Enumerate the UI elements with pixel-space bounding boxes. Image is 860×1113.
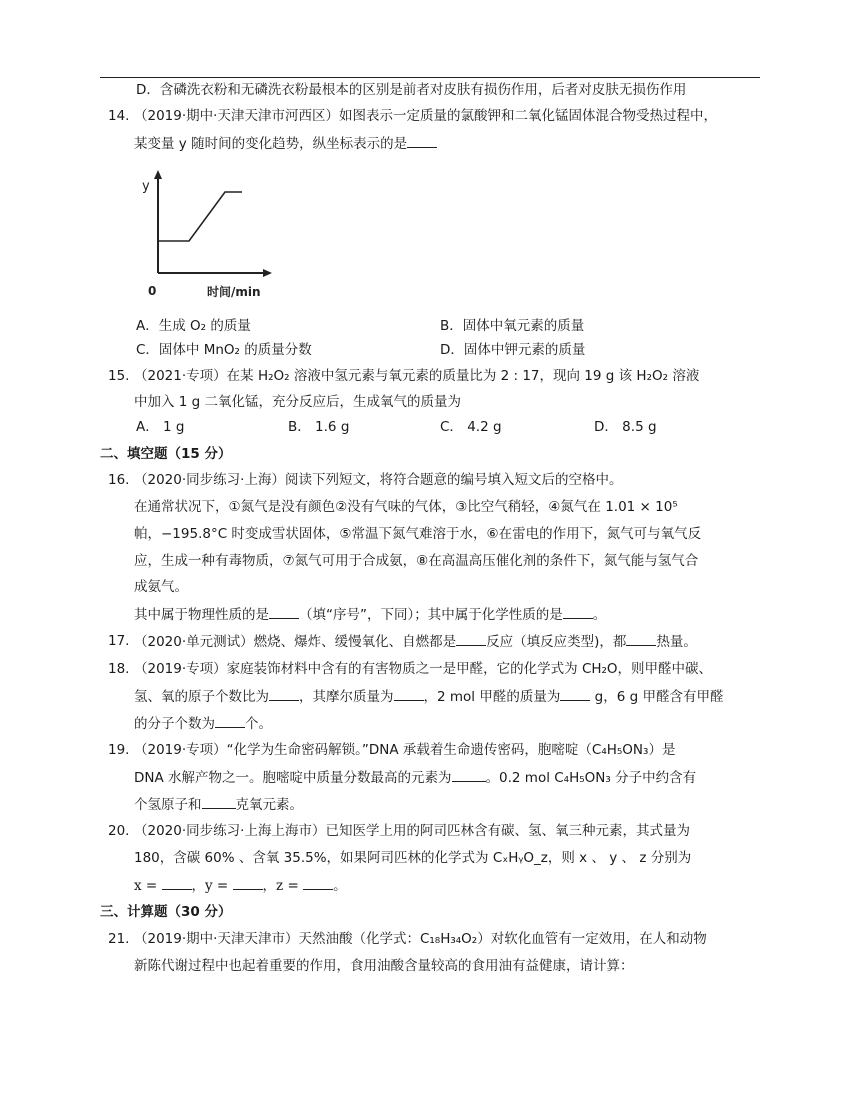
q14-answer-blank[interactable] xyxy=(407,133,437,148)
q18-l2-part4: g，6 g 甲醛含有甲醛 xyxy=(590,689,724,705)
q17-part1: （2020·单元测试）燃烧、爆炸、缓慢氧化、自燃都是 xyxy=(134,634,457,650)
q18-l2-part1: 氢、氧的原子个数比为 xyxy=(134,689,269,705)
q20-line3 xyxy=(134,875,347,896)
q14-graph xyxy=(140,168,280,303)
q14-graph-x-label: 时间/min xyxy=(207,285,261,299)
q16-line5: 成氨气。 xyxy=(134,579,188,595)
q14-line2-text: 某变量 y 随时间的变化趋势，纵坐标表示的是 xyxy=(134,136,408,152)
q16-line6 xyxy=(134,604,606,625)
q21-line1: （2019·期中·天津天津市）天然油酸（化学式：C₁₈H₃₄O₂）对软化血管有一定效用，在人和动物 xyxy=(134,931,707,947)
q19-l2-part2: 。0.2 mol C₄H₅ON₃ 分子中约含有 xyxy=(485,770,697,786)
q19-line2 xyxy=(134,767,696,788)
q16-line4: 应，生成一种有毒物质，⑦氮气可用于合成氨，⑧在高温高压催化剂的条件下，氮气能与氢气合 xyxy=(134,553,699,569)
q16-blank-physical[interactable] xyxy=(269,604,299,619)
q20-l3-y: ，y = xyxy=(191,878,233,894)
q21-line2: 新陈代谢过程中也起着重要的作用，食用油酸含量较高的食用油有益健康，请计算： xyxy=(134,958,634,974)
q14-number: 14. xyxy=(108,108,130,124)
q16-line6-part2: （填“序号”，下同）；其中属于化学性质的是 xyxy=(299,607,563,623)
q20-number: 20. xyxy=(108,823,130,839)
q21-number: 21. xyxy=(108,931,130,947)
q18-line1: （2019·专项）家庭装饰材料中含有的有害物质之一是甲醛，它的化学式为 CH₂O，则甲醛中碳、 xyxy=(134,661,713,677)
q15-option-d[interactable]: D． 8.5 g xyxy=(594,419,657,435)
q15-option-a[interactable]: A． 1 g xyxy=(136,419,185,435)
q18-blank-count[interactable] xyxy=(215,713,245,728)
q19-line1: （2019·专项）“化学为生命密码解锁。”DNA 承载着生命遗传密码，胞嘧啶（C₄H₅ON₃）是 xyxy=(134,742,676,758)
q20-l3-x: x = xyxy=(134,878,162,894)
q17-part3: 热量。 xyxy=(656,634,697,650)
q18-blank-molar-mass[interactable] xyxy=(394,686,424,701)
q14-option-c[interactable]: C．固体中 MnO₂ 的质量分数 xyxy=(136,342,312,358)
q16-blank-chemical[interactable] xyxy=(563,604,593,619)
q15-option-b[interactable]: B． 1.6 g xyxy=(288,419,350,435)
q16-line3: 帕，−195.8°C 时变成雪状固体，⑤常温下氮气难溶于水，⑥在雷电的作用下，氮气可与氧气反 xyxy=(134,526,702,542)
q14-option-b[interactable]: B．固体中氧元素的质量 xyxy=(440,318,585,334)
q19-l2-part1: DNA 水解产物之一。胞嘧啶中质量分数最高的元素为 xyxy=(134,770,452,786)
q13-option-d: D．含磷洗衣粉和无磷洗衣粉最根本的区别是前者对皮肤有损伤作用，后者对皮肤无损伤作用 xyxy=(136,82,687,98)
q15-line2: 中加入 1 g 二氧化锰，充分反应后，生成氧气的质量为 xyxy=(134,394,462,410)
q16-line2: 在通常状况下，①氮气是没有颜色②没有气味的气体，③比空气稍轻，④氮气在 1.01 × 10⁵ xyxy=(134,499,678,515)
q18-blank-ratio[interactable] xyxy=(269,686,299,701)
q17-blank-heat[interactable] xyxy=(626,631,656,646)
q19-l3-part1: 个氢原子和 xyxy=(134,797,202,813)
q14-option-d[interactable]: D．固体中钾元素的质量 xyxy=(440,342,586,358)
q15-number: 15. xyxy=(108,368,130,384)
q20-blank-y[interactable] xyxy=(233,875,263,890)
q16-line6-part1: 其中属于物理性质的是 xyxy=(134,607,269,623)
q18-l2-part2: ，其摩尔质量为 xyxy=(299,689,394,705)
q15-option-c[interactable]: C． 4.2 g xyxy=(440,419,502,435)
q17-number: 17. xyxy=(108,633,130,649)
q19-blank-oxygen[interactable] xyxy=(202,794,236,809)
q16-number: 16. xyxy=(108,472,130,488)
header-rule xyxy=(100,77,760,78)
q14-graph-y-arrow xyxy=(154,170,162,179)
q18-l2-part3: ，2 mol 甲醛的质量为 xyxy=(423,689,561,705)
q20-blank-z[interactable] xyxy=(303,875,333,890)
q20-blank-x[interactable] xyxy=(162,875,192,890)
q18-number: 18. xyxy=(108,661,130,677)
section-2-heading: 二、填空题（15 分） xyxy=(100,446,232,462)
q20-l3-end: 。 xyxy=(333,878,347,894)
q19-number: 19. xyxy=(108,742,130,758)
q14-line2 xyxy=(134,133,437,154)
q19-l3-part2: 克氧元素。 xyxy=(235,797,303,813)
q14-graph-origin: 0 xyxy=(148,284,157,298)
q16-line6-part3: 。 xyxy=(592,607,607,623)
q18-line2 xyxy=(134,686,723,707)
q20-line2: 180，含碳 60% 、含氧 35.5%，如果阿司匹林的化学式为 CₓHᵧO_z，则 x 、 y 、 z 分别为 xyxy=(134,850,692,866)
q18-blank-mass[interactable] xyxy=(560,686,590,701)
q18-l3-part1: 的分子个数为 xyxy=(134,716,215,732)
q19-blank-element[interactable] xyxy=(452,767,486,782)
q18-line3 xyxy=(134,713,272,734)
q17-part2: 反应（填反应类型)，都 xyxy=(486,634,627,650)
q19-line3 xyxy=(134,794,303,815)
q15-line1: （2021·专项）在某 H₂O₂ 溶液中氢元素与氧元素的质量比为 2 : 17，现向 19 g 该 H₂O₂ 溶液 xyxy=(134,368,700,384)
q14-graph-y-label: y xyxy=(142,179,150,194)
q14-line1: （2019·期中·天津天津市河西区）如图表示一定质量的氯酸钾和二氧化锰固体混合物受热过程中， xyxy=(134,108,717,124)
q17-line xyxy=(134,631,697,652)
section-3-heading: 三、计算题（30 分） xyxy=(100,904,232,920)
q20-line1: （2020·同步练习·上海上海市）已知医学上用的阿司匹林含有碳、氢、氧三种元素，其式量为 xyxy=(134,823,690,839)
q14-graph-curve xyxy=(158,192,242,241)
q18-l3-part2: 个。 xyxy=(245,716,272,732)
q20-l3-z: ，z = xyxy=(262,878,304,894)
q14-graph-x-arrow xyxy=(263,269,272,277)
q16-line1: （2020·同步练习·上海）阅读下列短文，将符合题意的编号填入短文后的空格中。 xyxy=(134,472,623,488)
q17-blank-type[interactable] xyxy=(456,631,486,646)
q14-option-a[interactable]: A．生成 O₂ 的质量 xyxy=(136,318,251,334)
